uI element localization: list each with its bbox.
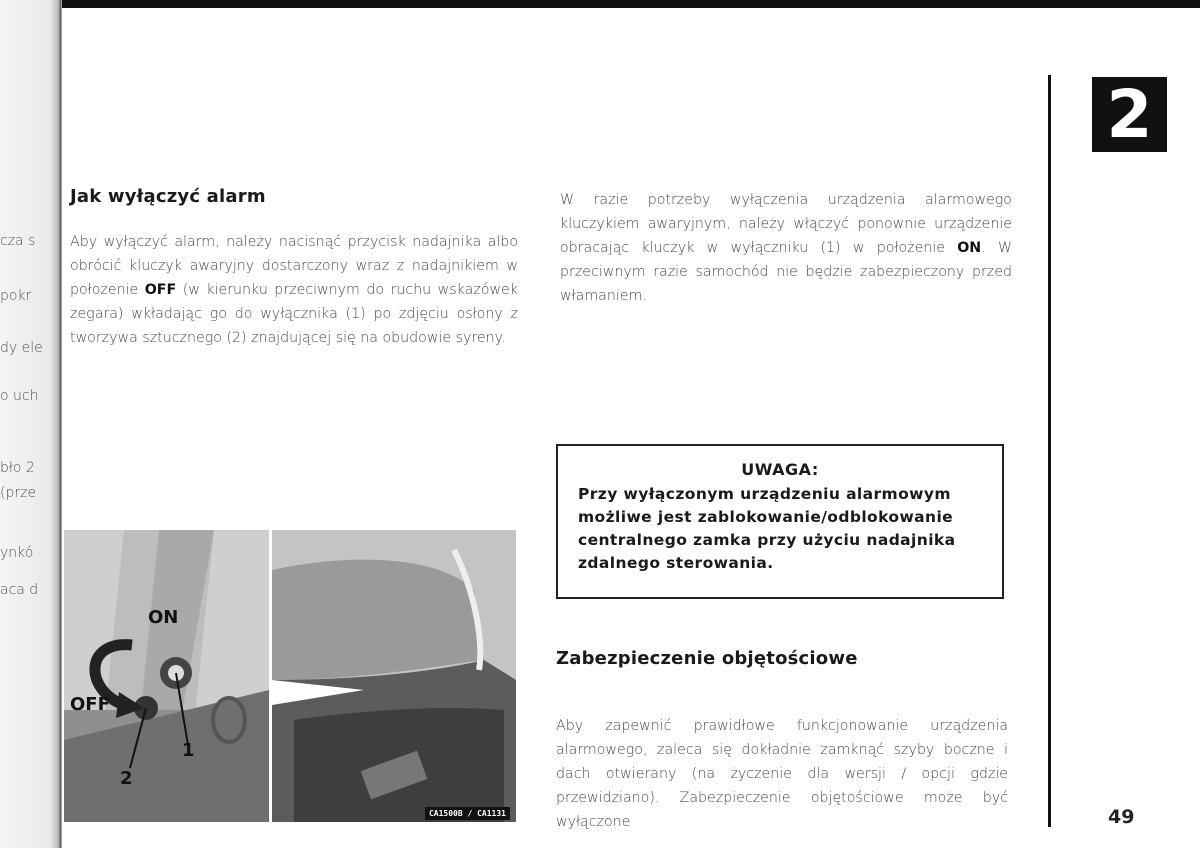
adjacent-page-edge bbox=[0, 0, 62, 848]
left-margin-fragment: ynkó bbox=[0, 545, 34, 561]
paragraph-disable-alarm bbox=[70, 230, 518, 350]
paragraph-volumetric-protection: Aby zapewnić prawidłowe funkcjonowanie urządzenia alarmowego, zaleca się dokładnie zamknąć szyby boczne i dach otwierany (na życzenie dla wersji / opcji gdzie przewidziano). Zabezpieczenie objętościowe może być wyłączone bbox=[556, 718, 1008, 830]
top-edge-bar bbox=[40, 0, 1200, 8]
chapter-number-box: 2 bbox=[1092, 77, 1167, 152]
paragraph-text: (w kierunku przeciwnym do ruchu wskazówek zegara) wkładając go do wyłącznika (1) po zdjęciu osłony z tworzywa sztucznego (2) znajdującej się na obudowie syreny. bbox=[70, 282, 519, 346]
paragraph-text: . W przeciwnym razie samochód nie będzie zabezpieczony przed włamaniem. bbox=[560, 240, 1012, 304]
figure-label-on: ON bbox=[148, 607, 179, 628]
paragraph-emergency-key bbox=[560, 188, 1012, 308]
page-number: 49 bbox=[1108, 806, 1135, 828]
side-rule bbox=[1048, 75, 1051, 827]
left-margin-fragment: aca d bbox=[0, 582, 39, 598]
warning-text: Przy wyłączonym urządzeniu alarmowym możliwe jest zablokowanie/odblokowanie centralnego zamka przy użyciu nadajnika zdalnego sterowania. bbox=[578, 485, 956, 572]
left-margin-fragment: (prze bbox=[0, 485, 37, 501]
left-margin-fragment: pokr bbox=[0, 288, 32, 304]
left-margin-fragment: bło 2 bbox=[0, 460, 35, 476]
warning-box bbox=[556, 444, 1004, 599]
bold-term-on: ON bbox=[957, 240, 982, 256]
figure-code: CA1500B / CA1131 bbox=[425, 807, 510, 820]
paragraph-text: W razie potrzeby wyłączenia urządzenia alarmowego kluczykiem awaryjnym, należy włączyć ponownie urządzenie obracając kluczyk w wyłączniku (1) w położenie bbox=[560, 192, 1012, 256]
bold-term-off: OFF bbox=[144, 282, 177, 298]
section-heading-disable-alarm: Jak wyłączyć alarm bbox=[70, 186, 266, 207]
figure-label-1: 1 bbox=[182, 740, 195, 761]
figure-label-off: OFF bbox=[70, 694, 110, 715]
left-margin-fragment: o uch bbox=[0, 388, 39, 404]
warning-title: UWAGA: bbox=[741, 460, 819, 479]
figure-label-2: 2 bbox=[120, 768, 133, 789]
paragraph-text: Aby wyłączyć alarm, należy nacisnąć przycisk nadajnika albo obrócić kluczyk awaryjny dostarczony wraz z nadajnikiem w położenie bbox=[70, 234, 518, 298]
left-margin-fragment: cza s bbox=[0, 233, 36, 249]
alarm-switch-figure bbox=[64, 530, 516, 822]
left-margin-fragment: dy ele bbox=[0, 340, 43, 356]
section-heading-volumetric-protection: Zabezpieczenie objętościowe bbox=[556, 648, 858, 669]
